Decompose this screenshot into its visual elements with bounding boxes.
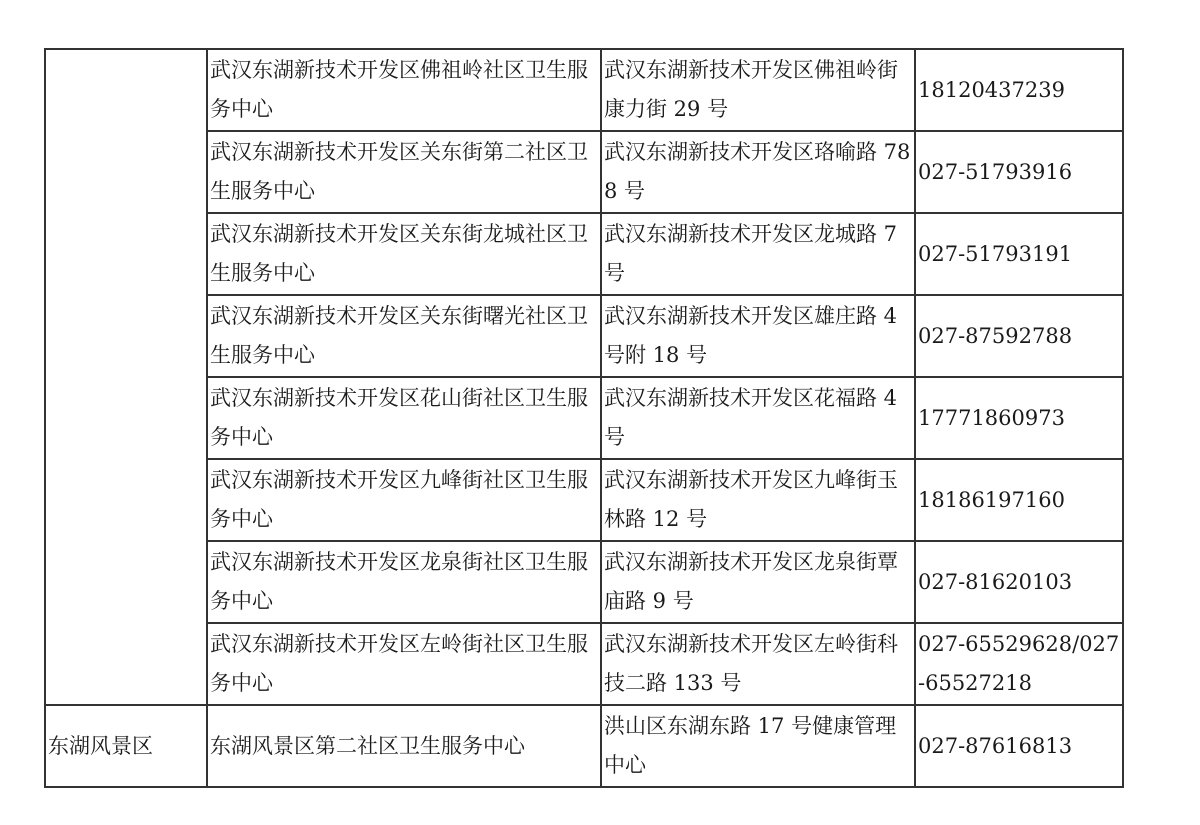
center-name-cell	[207, 459, 601, 541]
table-row	[45, 295, 1123, 377]
address-cell	[601, 623, 915, 705]
phone-cell	[915, 213, 1123, 295]
phone-cell	[915, 131, 1123, 213]
center-phone: 027-51793916	[918, 159, 1073, 184]
table-row	[45, 213, 1123, 295]
phone-cell	[915, 49, 1123, 131]
address-cell	[601, 49, 915, 131]
district-name: 东湖风景区	[48, 733, 153, 758]
center-name-cell	[207, 541, 601, 623]
address-cell	[601, 541, 915, 623]
center-name: 武汉东湖新技术开发区佛祖岭社区卫生服务中心	[210, 58, 588, 121]
district-cell	[45, 705, 207, 787]
center-address: 武汉东湖新技术开发区左岭街科技二路 133 号	[604, 632, 898, 695]
center-phone: 18120437239	[918, 77, 1065, 102]
table-row	[45, 49, 1123, 131]
health-center-directory-table	[44, 48, 1124, 788]
center-name: 武汉东湖新技术开发区九峰街社区卫生服务中心	[210, 468, 588, 531]
table-row	[45, 459, 1123, 541]
center-name-cell	[207, 377, 601, 459]
center-address: 武汉东湖新技术开发区九峰街玉林路 12 号	[604, 468, 898, 531]
center-address: 武汉东湖新技术开发区佛祖岭街康力街 29 号	[604, 58, 898, 121]
center-phone: 027-65529628/027-65527218	[918, 632, 1120, 695]
center-name-cell	[207, 623, 601, 705]
center-address: 武汉东湖新技术开发区龙城路 7 号	[604, 222, 898, 285]
center-name: 武汉东湖新技术开发区关东街第二社区卫生服务中心	[210, 140, 588, 203]
phone-cell	[915, 623, 1123, 705]
center-name-cell	[207, 49, 601, 131]
address-cell	[601, 459, 915, 541]
phone-cell	[915, 377, 1123, 459]
center-name: 武汉东湖新技术开发区关东街曙光社区卫生服务中心	[210, 304, 588, 367]
phone-cell	[915, 459, 1123, 541]
center-phone: 027-81620103	[918, 569, 1073, 594]
center-phone: 027-87592788	[918, 323, 1073, 348]
center-address: 武汉东湖新技术开发区龙泉街覃庙路 9 号	[604, 550, 898, 613]
center-name: 东湖风景区第二社区卫生服务中心	[210, 733, 525, 758]
center-name: 武汉东湖新技术开发区花山街社区卫生服务中心	[210, 386, 588, 449]
center-phone: 17771860973	[918, 405, 1065, 430]
phone-cell	[915, 541, 1123, 623]
center-name: 武汉东湖新技术开发区龙泉街社区卫生服务中心	[210, 550, 588, 613]
table-row	[45, 705, 1123, 787]
address-cell	[601, 295, 915, 377]
center-name-cell	[207, 213, 601, 295]
address-cell	[601, 213, 915, 295]
center-name-cell	[207, 295, 601, 377]
address-cell	[601, 705, 915, 787]
center-name-cell	[207, 705, 601, 787]
table-row	[45, 131, 1123, 213]
address-cell	[601, 377, 915, 459]
center-address: 洪山区东湖东路 17 号健康管理中心	[604, 714, 897, 777]
table-row	[45, 377, 1123, 459]
center-name: 武汉东湖新技术开发区左岭街社区卫生服务中心	[210, 632, 588, 695]
address-cell	[601, 131, 915, 213]
center-phone: 027-51793191	[918, 241, 1073, 266]
phone-cell	[915, 295, 1123, 377]
center-address: 武汉东湖新技术开发区珞喻路 788 号	[604, 140, 911, 203]
table-row	[45, 541, 1123, 623]
center-phone: 18186197160	[918, 487, 1065, 512]
center-address: 武汉东湖新技术开发区花福路 4 号	[604, 386, 898, 449]
table-row	[45, 623, 1123, 705]
center-address: 武汉东湖新技术开发区雄庄路 4 号附 18 号	[604, 304, 898, 367]
center-name: 武汉东湖新技术开发区关东街龙城社区卫生服务中心	[210, 222, 588, 285]
center-phone: 027-87616813	[918, 733, 1073, 758]
district-cell-merged	[45, 49, 207, 705]
phone-cell	[915, 705, 1123, 787]
center-name-cell	[207, 131, 601, 213]
